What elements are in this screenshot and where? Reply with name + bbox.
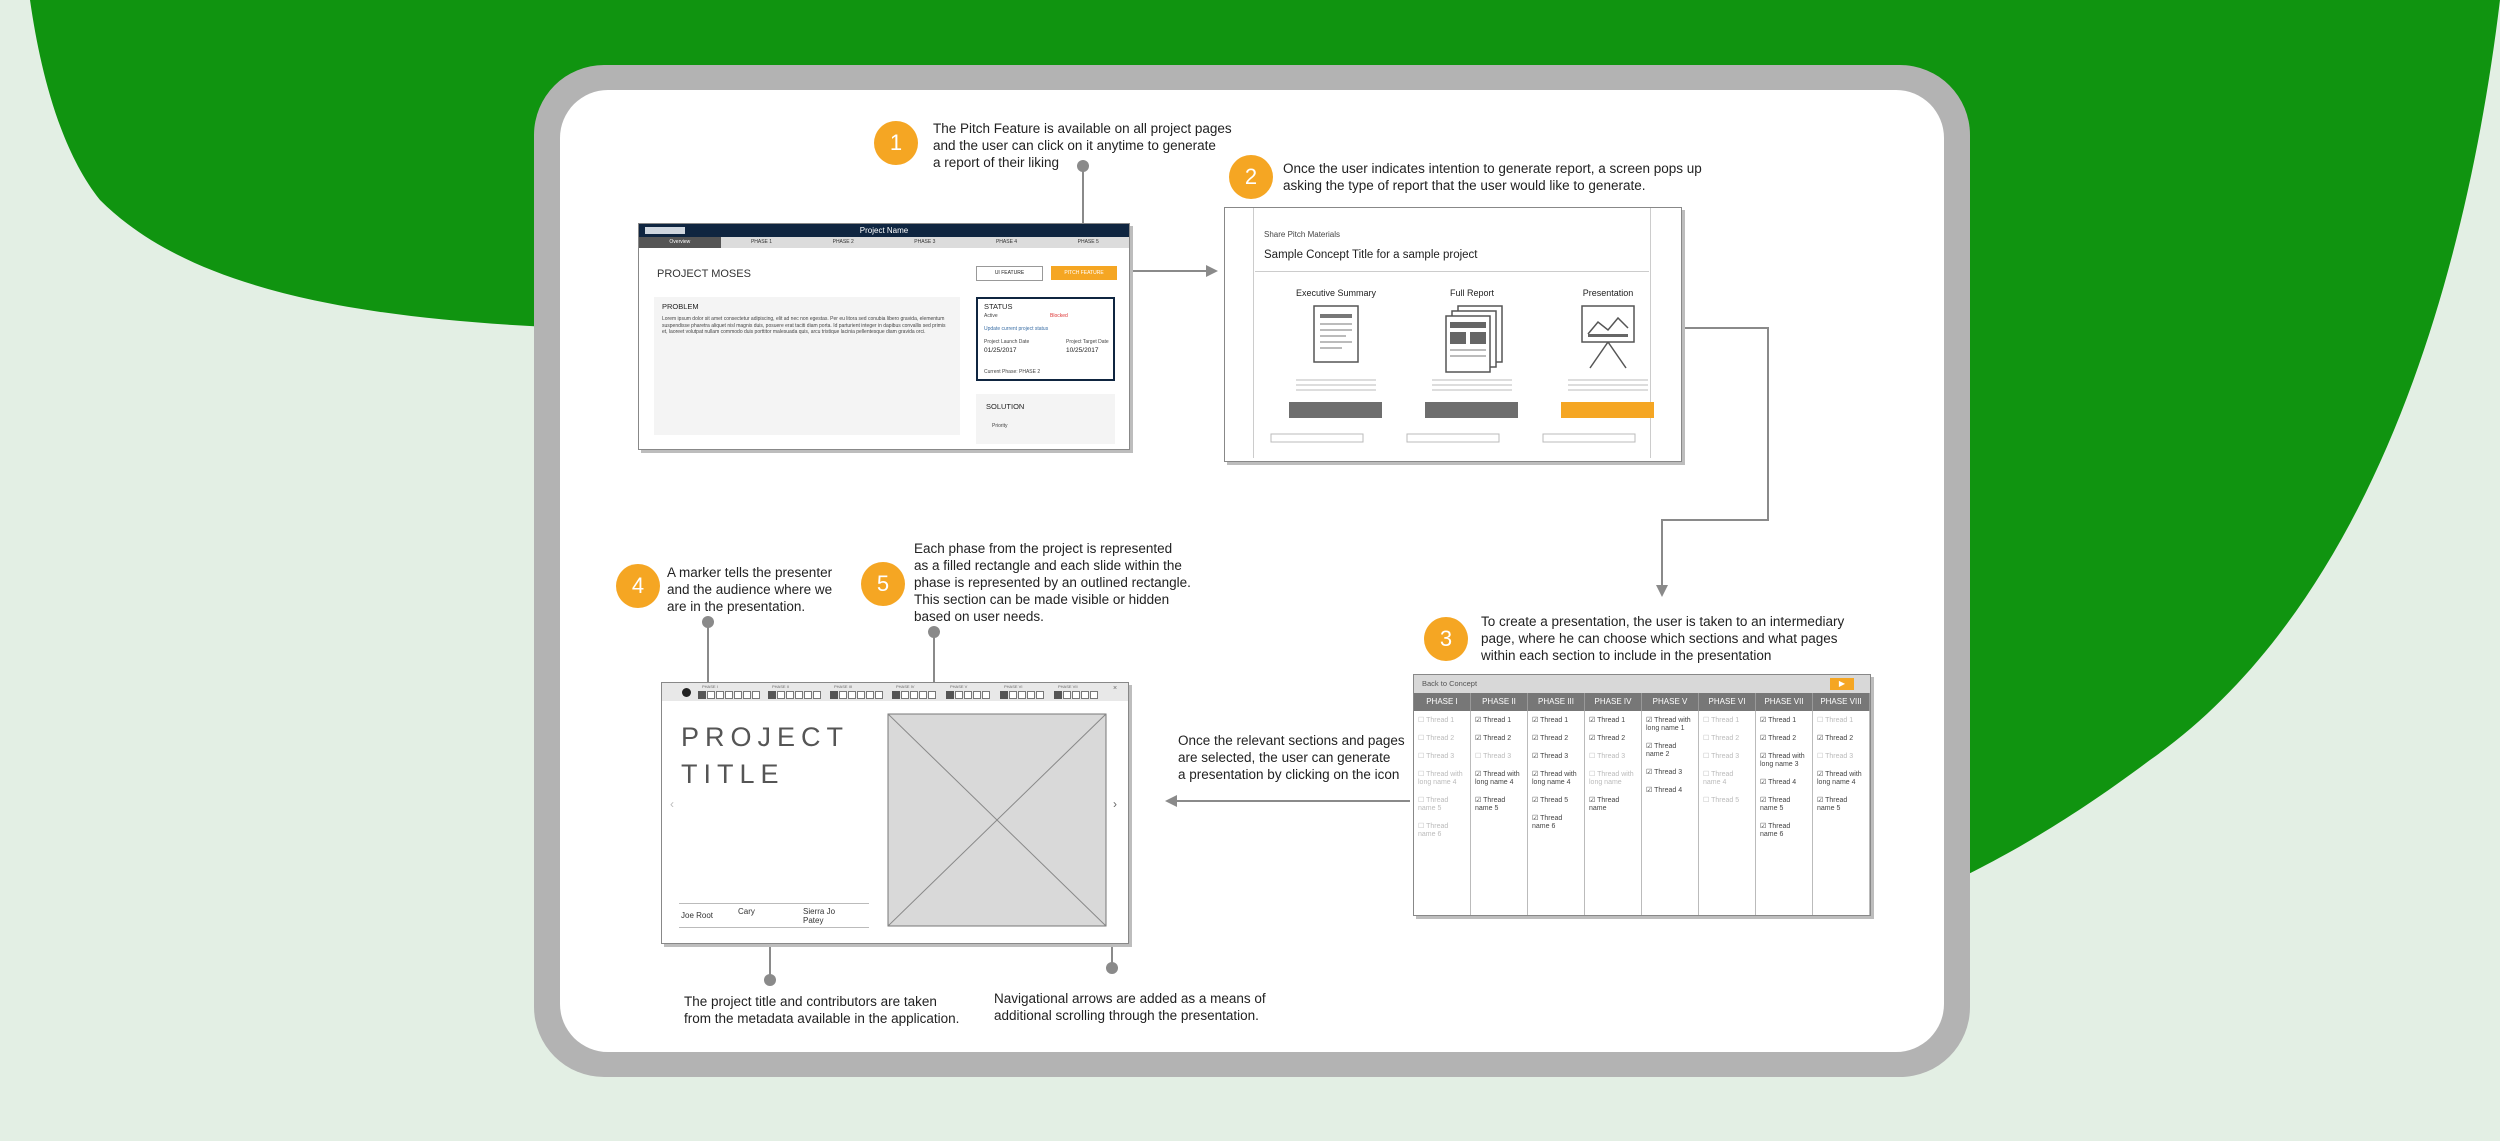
thread-label: Thread 1 bbox=[1711, 717, 1740, 724]
contributor-2: Cary bbox=[738, 907, 755, 916]
checkbox-icon: ☐ bbox=[1418, 771, 1427, 778]
checkbox-icon: ☑ bbox=[1760, 735, 1769, 742]
checkbox-icon: ☑ bbox=[1817, 735, 1826, 742]
tab-phase-1[interactable]: PHASE 1 bbox=[750, 239, 773, 245]
status-label: STATUS bbox=[984, 302, 1013, 311]
solution-panel bbox=[976, 394, 1115, 444]
phase-group[interactable] bbox=[892, 684, 936, 699]
project-header bbox=[639, 224, 1129, 237]
thread-label: Thread with long name 4 bbox=[1532, 771, 1577, 786]
thread-label: Thread name 5 bbox=[1817, 797, 1848, 812]
checkbox-icon: ☐ bbox=[1703, 771, 1712, 778]
thread-label: Thread 3 bbox=[1483, 753, 1512, 760]
checkbox-icon: ☐ bbox=[1817, 717, 1826, 724]
thread-label: Thread 5 bbox=[1711, 797, 1740, 804]
thread-label: Thread name 6 bbox=[1760, 823, 1791, 838]
thread-checkbox[interactable] bbox=[1532, 797, 1580, 805]
checkbox-icon: ☐ bbox=[1703, 753, 1712, 760]
checkbox-icon: ☑ bbox=[1475, 771, 1484, 778]
slide-rectangle[interactable] bbox=[752, 691, 760, 699]
thread-checkbox[interactable] bbox=[1817, 717, 1865, 725]
thread-checkbox[interactable] bbox=[1760, 779, 1808, 787]
position-marker-icon bbox=[682, 688, 691, 697]
contributors-bottom-line bbox=[679, 927, 869, 928]
slide-rectangle[interactable] bbox=[848, 691, 856, 699]
phase-header[interactable]: PHASE VII bbox=[1756, 693, 1813, 711]
update-status-link[interactable]: Update current project status bbox=[984, 326, 1049, 332]
thread-checkbox[interactable] bbox=[1418, 771, 1466, 787]
phase-rectangle bbox=[946, 691, 954, 699]
tab-phase-4[interactable]: PHASE 4 bbox=[995, 239, 1018, 245]
slide-rectangle[interactable] bbox=[910, 691, 918, 699]
pitch-feature-button[interactable]: PITCH FEATURE bbox=[1051, 266, 1117, 280]
option-footers bbox=[1225, 208, 1681, 461]
phase-label: PHASE V bbox=[950, 684, 968, 689]
checkbox-icon: ☐ bbox=[1475, 753, 1484, 760]
thread-label: Thread 1 bbox=[1540, 717, 1569, 724]
phase-group[interactable] bbox=[698, 684, 760, 699]
slide-rectangle[interactable] bbox=[725, 691, 733, 699]
step-3-note: To create a presentation, the user is taken to an intermediary page, where he can choose which sections and what pages within each section to include in the presentation bbox=[1481, 614, 1845, 663]
thread-checkbox[interactable] bbox=[1532, 753, 1580, 761]
checkbox-icon: ☑ bbox=[1475, 735, 1484, 742]
phase-column bbox=[1528, 711, 1585, 916]
thread-label: Thread 3 bbox=[1825, 753, 1854, 760]
thread-checkbox[interactable] bbox=[1475, 717, 1523, 725]
phase-header-row bbox=[1414, 693, 1870, 711]
phase-column bbox=[1813, 711, 1870, 916]
checkbox-icon: ☑ bbox=[1532, 735, 1541, 742]
checkbox-icon: ☐ bbox=[1817, 753, 1826, 760]
checkbox-icon: ☐ bbox=[1589, 753, 1598, 760]
thread-label: Thread 2 bbox=[1540, 735, 1569, 742]
target-date-label: Project Target Date bbox=[1066, 339, 1109, 345]
thread-checkbox[interactable] bbox=[1589, 735, 1637, 743]
phase-rectangle bbox=[1054, 691, 1062, 699]
step-4-badge: 4 bbox=[616, 564, 660, 608]
executive-summary-label: Executive Summary bbox=[1295, 288, 1377, 298]
slide-rectangle[interactable] bbox=[866, 691, 874, 699]
thread-label: Thread 5 bbox=[1540, 797, 1569, 804]
checkbox-icon: ☑ bbox=[1817, 771, 1826, 778]
checkbox-icon: ☐ bbox=[1703, 797, 1712, 804]
thread-label: Thread with long name 3 bbox=[1760, 753, 1805, 768]
concept-title: Sample Concept Title for a sample project bbox=[1264, 249, 1478, 261]
thread-checkbox[interactable] bbox=[1532, 815, 1580, 831]
thread-checkbox[interactable] bbox=[1817, 797, 1865, 813]
checkbox-icon: ☐ bbox=[1703, 717, 1712, 724]
thread-checkbox[interactable] bbox=[1817, 771, 1865, 787]
thread-label: Thread 1 bbox=[1597, 717, 1626, 724]
thread-checkbox[interactable] bbox=[1418, 735, 1466, 743]
thread-checkbox[interactable] bbox=[1703, 717, 1751, 725]
thread-checkbox[interactable] bbox=[1475, 735, 1523, 743]
thread-checkbox[interactable] bbox=[1589, 771, 1637, 787]
thread-label: Thread name 4 bbox=[1703, 771, 1734, 786]
slide-rectangle[interactable] bbox=[919, 691, 927, 699]
phase-rectangle bbox=[698, 691, 706, 699]
thread-label: Thread with long name 1 bbox=[1646, 717, 1691, 732]
logo-placeholder bbox=[645, 227, 685, 234]
checkbox-icon: ☑ bbox=[1532, 815, 1541, 822]
phase-header[interactable]: PHASE V bbox=[1642, 693, 1699, 711]
thread-checkbox[interactable] bbox=[1703, 797, 1751, 805]
thread-label: Thread name 2 bbox=[1646, 743, 1677, 758]
phase-label: PHASE VI bbox=[1004, 684, 1023, 689]
checkbox-icon: ☐ bbox=[1703, 735, 1712, 742]
checkbox-icon: ☑ bbox=[1646, 769, 1655, 776]
solution-label: SOLUTION bbox=[986, 402, 1025, 411]
phase-group[interactable] bbox=[768, 684, 821, 699]
step-5-note: Each phase from the project is represented as a filled rectangle and each slide within the phase is represented by an outlined rectangle. This section can be made visible or hidden based on user needs. bbox=[914, 541, 1191, 624]
checkbox-icon: ☑ bbox=[1646, 787, 1655, 794]
thread-checkbox[interactable] bbox=[1760, 797, 1808, 813]
phase-header[interactable]: PHASE VIII bbox=[1813, 693, 1870, 711]
slide-rectangle[interactable] bbox=[928, 691, 936, 699]
thread-label: Thread 1 bbox=[1426, 717, 1455, 724]
checkbox-icon: ☑ bbox=[1589, 797, 1598, 804]
thread-checkbox[interactable] bbox=[1760, 717, 1808, 725]
slide-rectangle[interactable] bbox=[955, 691, 963, 699]
checkbox-icon: ☐ bbox=[1418, 823, 1427, 830]
play-icon[interactable]: ▶ bbox=[1830, 678, 1854, 690]
thread-checkbox[interactable] bbox=[1532, 735, 1580, 743]
thread-label: Thread 3 bbox=[1654, 769, 1683, 776]
checkbox-icon: ☑ bbox=[1646, 743, 1655, 750]
status-select[interactable]: Active bbox=[984, 313, 998, 319]
slide-rectangle[interactable] bbox=[1036, 691, 1044, 699]
checkbox-icon: ☑ bbox=[1760, 753, 1769, 760]
selection-toolbar bbox=[1414, 675, 1870, 693]
step-3-badge: 3 bbox=[1424, 617, 1468, 661]
phase-label: PHASE IV bbox=[896, 684, 915, 689]
metadata-note: The project title and contributors are taken from the metadata available in the application. bbox=[684, 994, 960, 1026]
thread-checkbox[interactable] bbox=[1589, 753, 1637, 761]
step-5-badge: 5 bbox=[861, 562, 905, 606]
tab-overview[interactable]: Overview bbox=[639, 237, 721, 248]
thread-checkbox[interactable] bbox=[1760, 823, 1808, 839]
slide-rectangle[interactable] bbox=[839, 691, 847, 699]
checkbox-icon: ☑ bbox=[1760, 779, 1769, 786]
slide-title: PROJECT TITLE bbox=[681, 722, 850, 789]
thread-checkbox[interactable] bbox=[1817, 753, 1865, 761]
thread-label: Thread 3 bbox=[1426, 753, 1455, 760]
presentation-mockup bbox=[661, 682, 1129, 944]
thread-label: Thread 2 bbox=[1597, 735, 1626, 742]
next-arrow-icon[interactable]: › bbox=[1113, 797, 1117, 811]
slide-rectangle[interactable] bbox=[875, 691, 883, 699]
phase-column bbox=[1585, 711, 1642, 916]
thread-label: Thread 3 bbox=[1597, 753, 1626, 760]
contributor-1: Joe Root bbox=[681, 911, 714, 920]
checkbox-icon: ☐ bbox=[1418, 735, 1427, 742]
thread-label: Thread name 6 bbox=[1418, 823, 1449, 838]
checkbox-icon: ☑ bbox=[1589, 717, 1598, 724]
checkbox-icon: ☑ bbox=[1760, 823, 1769, 830]
thread-label: Thread 1 bbox=[1483, 717, 1512, 724]
thread-checkbox[interactable] bbox=[1646, 769, 1694, 777]
thread-label: Thread 2 bbox=[1426, 735, 1455, 742]
slide-rectangle[interactable] bbox=[1081, 691, 1089, 699]
checkbox-icon: ☑ bbox=[1532, 753, 1541, 760]
checkbox-icon: ☑ bbox=[1646, 717, 1655, 724]
status-panel bbox=[976, 297, 1115, 381]
launch-date-label: Project Launch Date bbox=[984, 339, 1030, 345]
prev-arrow-icon[interactable]: ‹ bbox=[670, 797, 674, 811]
slide-rectangle[interactable] bbox=[1063, 691, 1071, 699]
thread-checkbox[interactable] bbox=[1760, 735, 1808, 743]
slide-rectangle[interactable] bbox=[795, 691, 803, 699]
thread-label: Thread with long name bbox=[1589, 771, 1634, 786]
step-4-note: A marker tells the presenter and the audience where we are in the presentation. bbox=[667, 565, 833, 614]
thread-checkbox[interactable] bbox=[1646, 787, 1694, 795]
share-pitch-mockup bbox=[1224, 207, 1682, 462]
share-heading: Share Pitch Materials bbox=[1264, 230, 1341, 239]
phase-column bbox=[1471, 711, 1528, 916]
thread-checkbox[interactable] bbox=[1760, 753, 1808, 769]
phase-column bbox=[1756, 711, 1813, 916]
checkbox-icon: ☑ bbox=[1532, 771, 1541, 778]
phase-selection-mockup bbox=[1413, 674, 1871, 916]
checkbox-icon: ☑ bbox=[1475, 797, 1484, 804]
thread-checkbox[interactable] bbox=[1418, 753, 1466, 761]
slide-rectangle[interactable] bbox=[1072, 691, 1080, 699]
phase-rectangle bbox=[768, 691, 776, 699]
slide-rectangle[interactable] bbox=[1027, 691, 1035, 699]
thread-label: Thread with long name 4 bbox=[1817, 771, 1862, 786]
thread-label: Thread with long name 4 bbox=[1418, 771, 1463, 786]
thread-label: Thread 4 bbox=[1654, 787, 1683, 794]
thread-label: Thread 2 bbox=[1711, 735, 1740, 742]
checkbox-icon: ☑ bbox=[1760, 797, 1769, 804]
slide-rectangle[interactable] bbox=[804, 691, 812, 699]
project-page-mockup bbox=[638, 223, 1130, 450]
thread-label: Thread name 6 bbox=[1532, 815, 1563, 830]
thread-checkbox[interactable] bbox=[1418, 823, 1466, 839]
thread-checkbox[interactable] bbox=[1475, 771, 1523, 787]
phase-column bbox=[1699, 711, 1756, 916]
step-2-note: Once the user indicates intention to generate report, a screen pops up asking the type of report that the user would like to generate. bbox=[1283, 161, 1702, 193]
thread-checkbox[interactable] bbox=[1418, 797, 1466, 813]
thread-checkbox[interactable] bbox=[1532, 771, 1580, 787]
thread-checkbox[interactable] bbox=[1817, 735, 1865, 743]
problem-text: Lorem ipsum dolor sit amet consectetur adipiscing, elit ad nec non egestas. Per eu litora sed conubia libero gravida, elementum suspendisse pharetra aliquet nisl magnis duis, posuere erat taciti diam porta. Id parturient integer in dapibus convallis sed primis et, laoreet volutpat nullam commodo duis porttitor malesuada quis, arcu tristique lacinia pellentesque diam gravida orci. bbox=[662, 316, 946, 335]
slide-rectangle[interactable] bbox=[901, 691, 909, 699]
thread-checkbox[interactable] bbox=[1703, 771, 1751, 787]
current-phase: Current Phase: PHASE 2 bbox=[984, 369, 1041, 375]
phase-header[interactable]: PHASE I bbox=[1414, 693, 1471, 711]
slide-rectangle[interactable] bbox=[743, 691, 751, 699]
problem-panel bbox=[654, 297, 960, 435]
contributor-3: Sierra Jo Patey bbox=[803, 907, 836, 925]
image-placeholder bbox=[887, 713, 1107, 927]
problem-label: PROBLEM bbox=[662, 302, 699, 311]
thread-label: Thread name bbox=[1589, 797, 1620, 812]
phase-rectangle bbox=[892, 691, 900, 699]
phase-column bbox=[1414, 711, 1471, 916]
phase-tabs bbox=[639, 237, 1129, 248]
phase-header[interactable]: PHASE IV bbox=[1585, 693, 1642, 711]
tab-phase-5[interactable]: PHASE 5 bbox=[1077, 239, 1099, 245]
phase-column bbox=[1642, 711, 1699, 916]
thread-checkbox[interactable] bbox=[1475, 797, 1523, 813]
phase-rectangle bbox=[1000, 691, 1008, 699]
slide-rectangle[interactable] bbox=[857, 691, 865, 699]
slide-rectangle[interactable] bbox=[734, 691, 742, 699]
thread-label: Thread with long name 4 bbox=[1475, 771, 1520, 786]
slide-rectangle[interactable] bbox=[1018, 691, 1026, 699]
tab-phase-3[interactable]: PHASE 3 bbox=[914, 239, 936, 245]
blocked-flag: Blocked bbox=[1050, 313, 1068, 319]
full-report-label: Full Report bbox=[1449, 288, 1494, 298]
thread-checkbox[interactable] bbox=[1646, 717, 1694, 733]
thread-checkbox[interactable] bbox=[1646, 743, 1694, 759]
project-name: Project Name bbox=[859, 226, 909, 235]
thread-checkbox[interactable] bbox=[1703, 735, 1751, 743]
priority-label: Priority bbox=[992, 423, 1008, 429]
phase-group[interactable] bbox=[830, 684, 883, 699]
thread-label: Thread 2 bbox=[1825, 735, 1854, 742]
thread-checkbox[interactable] bbox=[1589, 717, 1637, 725]
phase-progress-bar bbox=[662, 683, 1128, 701]
phase-label: PHASE II bbox=[772, 684, 789, 689]
slide-rectangle[interactable] bbox=[1009, 691, 1017, 699]
thread-label: Thread name 5 bbox=[1475, 797, 1506, 812]
contributors-divider bbox=[679, 903, 869, 904]
slide-rectangle[interactable] bbox=[716, 691, 724, 699]
thread-label: Thread 3 bbox=[1711, 753, 1740, 760]
thread-label: Thread 1 bbox=[1825, 717, 1854, 724]
target-date: 10/25/2017 bbox=[1066, 347, 1099, 354]
project-title: PROJECT MOSES bbox=[657, 268, 751, 280]
checkbox-icon: ☐ bbox=[1418, 797, 1427, 804]
thread-label: Thread 4 bbox=[1768, 779, 1797, 786]
phase-group[interactable] bbox=[946, 684, 990, 699]
thread-label: Thread 3 bbox=[1540, 753, 1569, 760]
thread-checkbox[interactable] bbox=[1475, 753, 1523, 761]
checkbox-icon: ☑ bbox=[1532, 797, 1541, 804]
slide-rectangle[interactable] bbox=[982, 691, 990, 699]
thread-checkbox[interactable] bbox=[1418, 717, 1466, 725]
phase-label: PHASE VII bbox=[1058, 684, 1078, 689]
arrows-note: Navigational arrows are added as a means of additional scrolling through the presentation. bbox=[994, 991, 1266, 1023]
checkbox-icon: ☐ bbox=[1589, 771, 1598, 778]
ui-feature-button[interactable]: UI FEATURE bbox=[976, 266, 1043, 281]
slide-rectangle[interactable] bbox=[813, 691, 821, 699]
slide-rectangle[interactable] bbox=[707, 691, 715, 699]
checkbox-icon: ☑ bbox=[1760, 717, 1769, 724]
tab-phase-2[interactable]: PHASE 2 bbox=[832, 239, 854, 245]
step-1-note: The Pitch Feature is available on all project pages and the user can click on it anytime to generate a report of their liking bbox=[933, 121, 1232, 170]
phase-rectangle bbox=[830, 691, 838, 699]
thread-checkbox[interactable] bbox=[1532, 717, 1580, 725]
slide-rectangle[interactable] bbox=[777, 691, 785, 699]
selection-note: Once the relevant sections and pages are selected, the user can generate a presentation by clicking on the icon bbox=[1178, 733, 1405, 782]
checkbox-icon: ☑ bbox=[1817, 797, 1826, 804]
step-2-badge: 2 bbox=[1229, 155, 1273, 199]
slide-rectangle[interactable] bbox=[1090, 691, 1098, 699]
thread-checkbox[interactable] bbox=[1703, 753, 1751, 761]
thread-label: Thread name 5 bbox=[1418, 797, 1449, 812]
checkbox-icon: ☑ bbox=[1589, 735, 1598, 742]
step-1-badge: 1 bbox=[874, 121, 918, 165]
slide-rectangle[interactable] bbox=[964, 691, 972, 699]
slide-rectangle[interactable] bbox=[973, 691, 981, 699]
phase-label: PHASE I bbox=[702, 684, 718, 689]
phase-header[interactable]: PHASE VI bbox=[1699, 693, 1756, 711]
thread-columns bbox=[1414, 711, 1870, 916]
phase-header[interactable]: PHASE II bbox=[1471, 693, 1528, 711]
phase-header[interactable]: PHASE III bbox=[1528, 693, 1585, 711]
phase-group[interactable] bbox=[1000, 684, 1044, 699]
checkbox-icon: ☑ bbox=[1475, 717, 1484, 724]
thread-label: Thread 1 bbox=[1768, 717, 1797, 724]
thread-label: Thread 2 bbox=[1483, 735, 1512, 742]
phase-group[interactable] bbox=[1054, 684, 1098, 699]
phase-label: PHASE III bbox=[834, 684, 853, 689]
thread-label: Thread 2 bbox=[1768, 735, 1797, 742]
thread-label: Thread name 5 bbox=[1760, 797, 1791, 812]
checkbox-icon: ☐ bbox=[1418, 717, 1427, 724]
presentation-label: Presentation bbox=[1582, 288, 1634, 298]
slide-rectangle[interactable] bbox=[786, 691, 794, 699]
thread-checkbox[interactable] bbox=[1589, 797, 1637, 813]
launch-date: 01/25/2017 bbox=[984, 347, 1017, 354]
checkbox-icon: ☐ bbox=[1418, 753, 1427, 760]
checkbox-icon: ☑ bbox=[1532, 717, 1541, 724]
back-to-concept-link[interactable]: Back to Concept bbox=[1422, 679, 1478, 688]
close-icon[interactable]: × bbox=[1113, 685, 1118, 692]
